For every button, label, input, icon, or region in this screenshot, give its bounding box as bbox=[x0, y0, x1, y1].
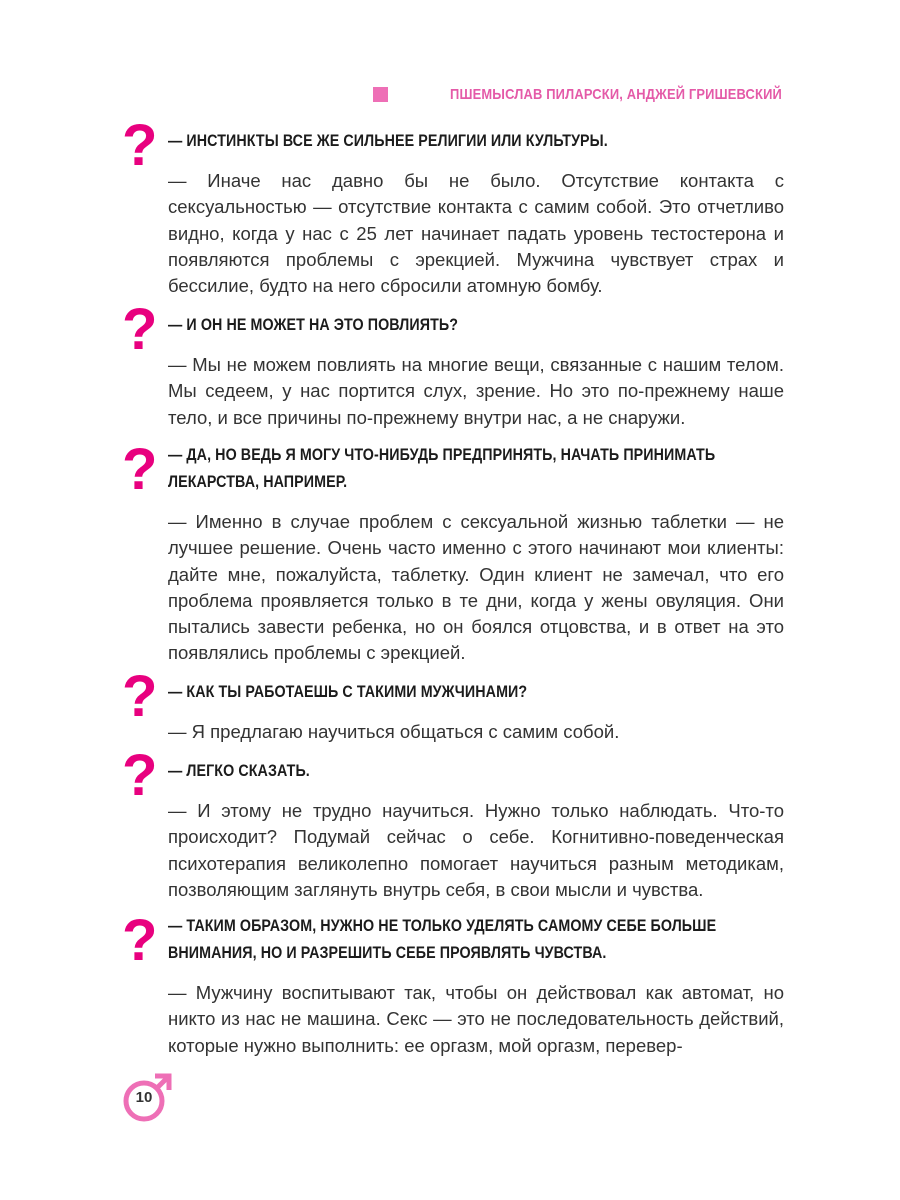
page-number-badge bbox=[117, 1072, 173, 1128]
question-text: — КАК ТЫ РАБОТАЕШЬ С ТАКИМИ МУЖЧИНАМИ? bbox=[168, 682, 528, 701]
answer-text: — Я предлагаю научиться общаться с самим собой. bbox=[168, 721, 620, 742]
answer-text: — Мы не можем повлиять на многие вещи, связанные с нашим телом. Мы седеем, у нас портится слух, зрение. Но это по-прежнему наше тело, и все причины по-прежнему внутри нас, а не снаружи. bbox=[168, 354, 784, 428]
page-number: 10 bbox=[135, 1089, 153, 1106]
question-mark-icon: ? bbox=[122, 908, 158, 973]
question-text: — ДА, НО ВЕДЬ Я МОГУ ЧТО-НИБУДЬ ПРЕДПРИНЯТЬ, НАЧАТЬ ПРИНИМАТЬ ЛЕКАРСТВА, НАПРИМЕР. bbox=[168, 445, 716, 491]
question bbox=[120, 908, 784, 973]
question bbox=[120, 743, 784, 808]
question-text: — И ОН НЕ МОЖЕТ НА ЭТО ПОВЛИЯТЬ? bbox=[168, 315, 459, 334]
question-text: — ЛЕГКО СКАЗАТЬ. bbox=[168, 761, 310, 780]
qa-block bbox=[120, 437, 784, 667]
question bbox=[120, 664, 784, 729]
question bbox=[120, 437, 784, 502]
question-text: — ИНСТИНКТЫ ВСЕ ЖЕ СИЛЬНЕЕ РЕЛИГИИ ИЛИ КУЛЬТУРЫ. bbox=[168, 131, 608, 150]
answer-text: — Именно в случае проблем с сексуальной жизнью таблетки — не лучшее решение. Очень часто именно с этого начинают мои клиенты: дайте мне, пожалуйста, таблетку. Один клиент не замечал, что его проблема проявляется только в те дни, когда у жены овуляция. Они пытались завести ребенка, но он боялся отцовства, и в ответ на это появлялись проблемы с эрекцией. bbox=[168, 511, 784, 664]
header-marker-square bbox=[373, 87, 388, 102]
answer-text: — Мужчину воспитывают так, чтобы он действовал как автомат, но никто из нас не машина. Секс — это не последовательность действий, которые нужно выполнить: ее оргазм, мой оргазм, перевер- bbox=[168, 982, 784, 1056]
question-mark-icon: ? bbox=[122, 437, 158, 502]
question-mark-icon: ? bbox=[122, 664, 158, 729]
qa-block bbox=[120, 664, 784, 745]
running-title: ПШЕМЫСЛАВ ПИЛАРСКИ, АНДЖЕЙ ГРИШЕВСКИЙ bbox=[450, 86, 782, 103]
question-mark-icon: ? bbox=[122, 743, 158, 808]
question bbox=[120, 297, 784, 362]
question-mark-icon: ? bbox=[122, 113, 158, 178]
answer-text: — И этому не трудно научиться. Нужно только наблюдать. Что-то происходит? Подумай сейчас о себе. Когнитивно-поведенческая психотерапия великолепно помогает научиться разным методикам, позволяющим заглянуть внутрь себя, в свои мысли и чувства. bbox=[168, 800, 784, 900]
question-mark-icon: ? bbox=[122, 297, 158, 362]
qa-block bbox=[120, 113, 784, 299]
qa-block bbox=[120, 908, 784, 1059]
running-header bbox=[373, 86, 782, 103]
qa-block bbox=[120, 297, 784, 431]
qa-block bbox=[120, 743, 784, 903]
question bbox=[120, 113, 784, 178]
question-text: — ТАКИМ ОБРАЗОМ, НУЖНО НЕ ТОЛЬКО УДЕЛЯТЬ САМОМУ СЕБЕ БОЛЬШЕ ВНИМАНИЯ, НО И РАЗРЕШИТЬ СЕБЕ ПРОЯВЛЯТЬ ЧУВСТВА. bbox=[168, 916, 717, 962]
answer-text: — Иначе нас давно бы не было. Отсутствие контакта с сексуальностью — отсутствие контакта с самим собой. Это отчетливо видно, когда у нас с 25 лет начинает падать уровень тестостерона и появляются проблемы с эрекцией. Мужчина чувствует страх и бессилие, будто на него сбросили атомную бомбу. bbox=[168, 170, 784, 297]
